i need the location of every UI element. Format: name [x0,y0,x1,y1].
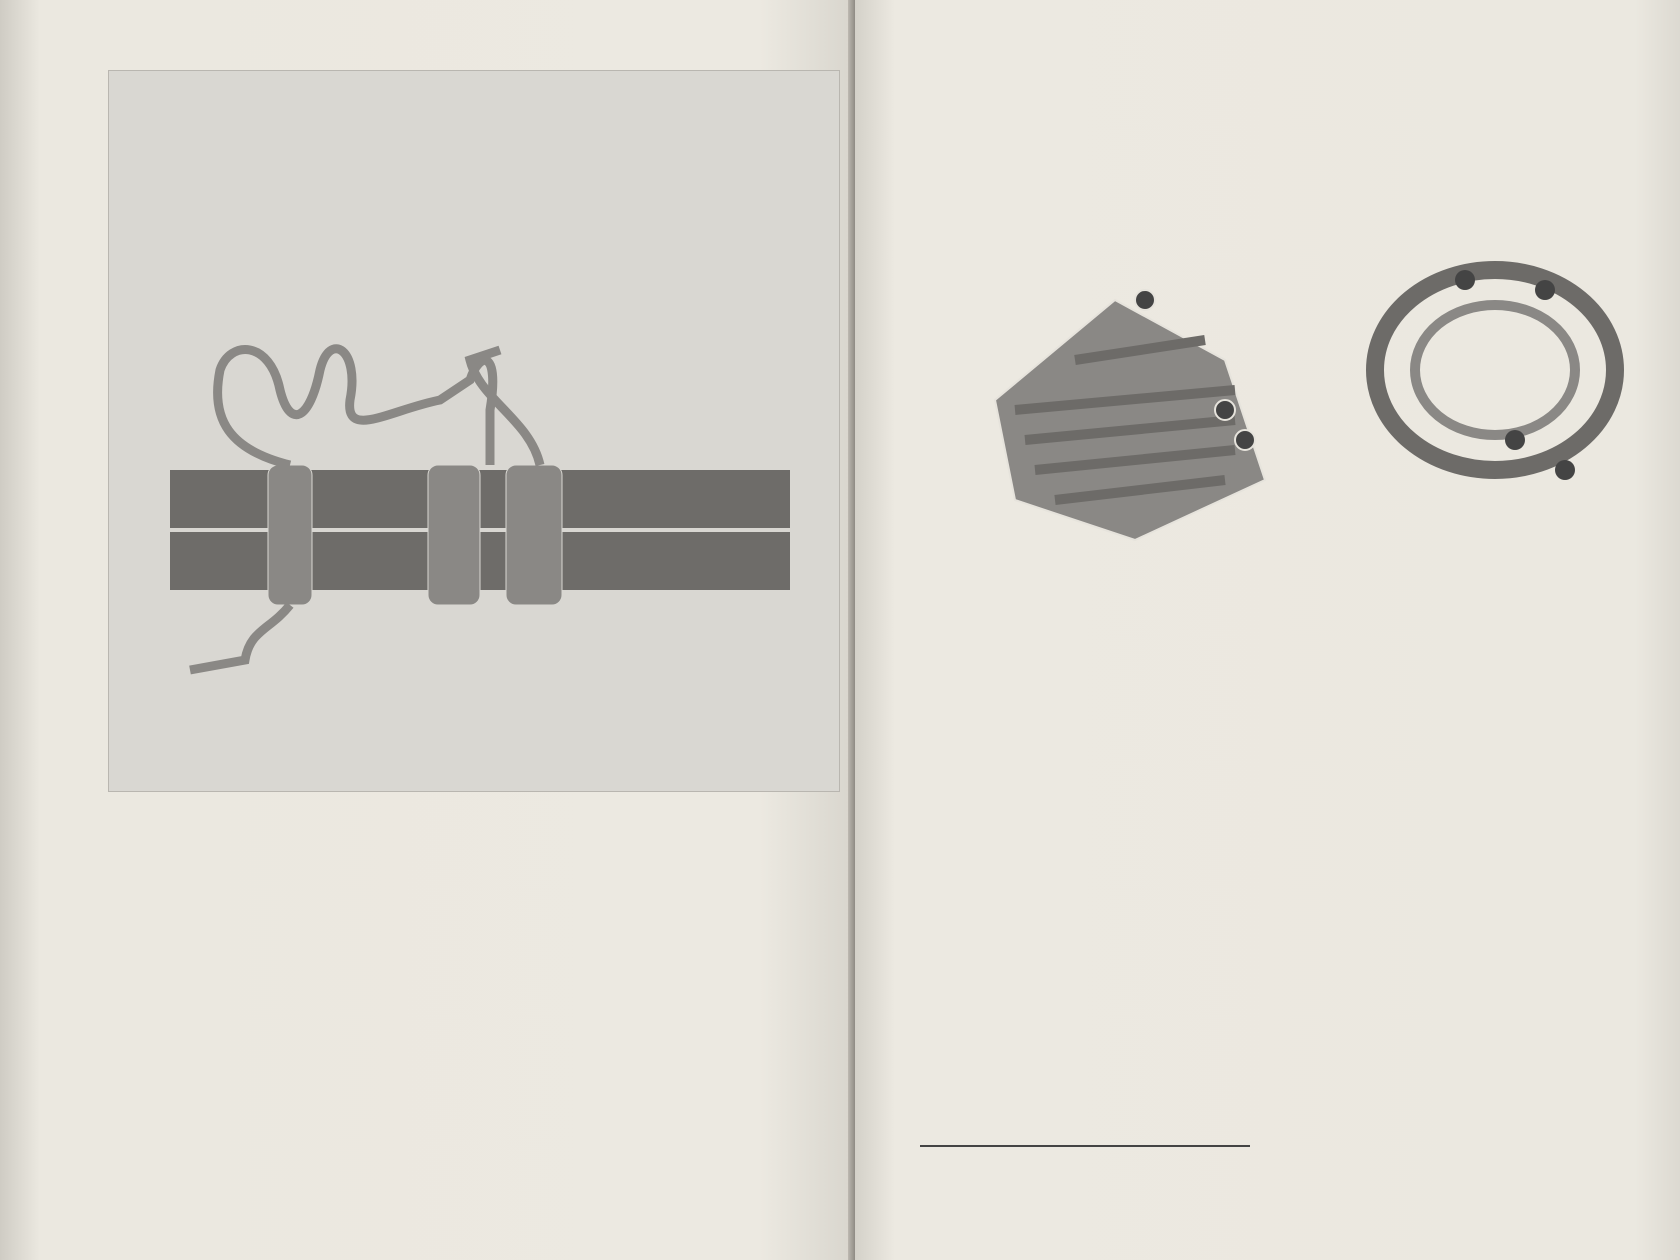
section-rule [920,1145,1250,1147]
porin-side-view [995,290,1265,540]
vkor-topology-diagram [150,330,830,710]
right-page [855,0,1680,1260]
n-terminal-path [190,605,290,670]
tm-helix-3 [506,465,562,605]
cytoplasmic-loop-path [218,349,493,465]
tm-helix-2 [428,465,480,605]
porin-top-view [1375,270,1615,480]
tm-helix-1 [268,465,312,605]
porin-crystal-structures [935,240,1635,560]
